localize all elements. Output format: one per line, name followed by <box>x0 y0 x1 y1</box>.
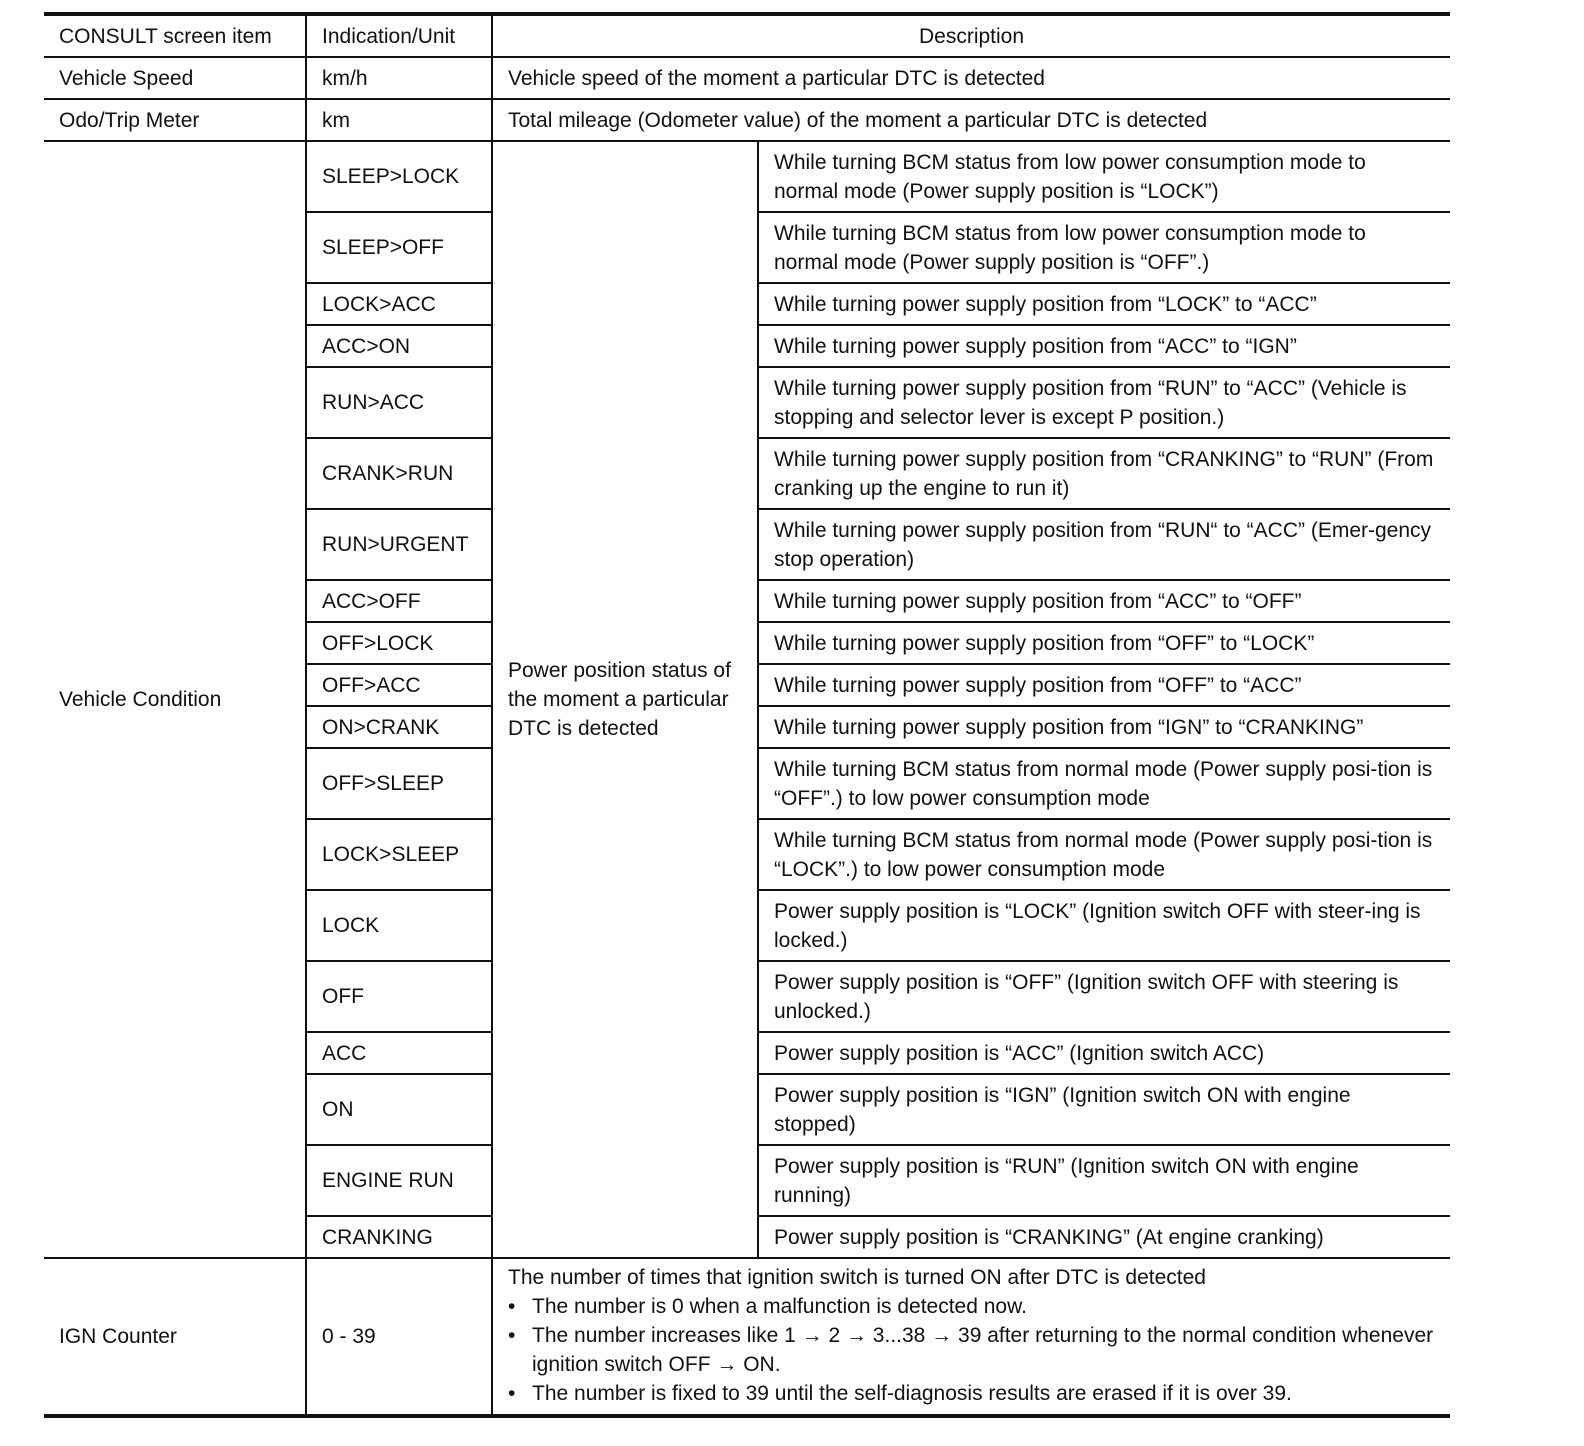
unit-cell: 0 - 39 <box>306 1258 492 1416</box>
code-cell: OFF>SLEEP <box>306 748 492 819</box>
table-row-ign-counter <box>44 1258 1450 1416</box>
dtc-info-table <box>44 12 1450 1418</box>
description-cell: While turning BCM status from low power consumption mode to normal mode (Power supply position is “LOCK”) <box>758 141 1450 212</box>
description-cell: While turning power supply position from “IGN” to “CRANKING” <box>758 706 1450 748</box>
vehicle-condition-item-cell: Vehicle Condition <box>44 141 306 1258</box>
description-cell: Total mileage (Odometer value) of the moment a particular DTC is detected <box>492 99 1450 141</box>
code-cell: CRANK>RUN <box>306 438 492 509</box>
code-cell: ENGINE RUN <box>306 1145 492 1216</box>
list-item: • The number increases like 1 → 2 → 3...38 → 39 after returning to the normal condition whenever ignition switch OFF → ON. <box>508 1321 1435 1379</box>
list-item: • The number is fixed to 39 until the self-diagnosis results are erased if it is over 39. <box>508 1379 1435 1408</box>
unit-cell: km <box>306 99 492 141</box>
code-cell: CRANKING <box>306 1216 492 1258</box>
ign-counter-description-cell <box>492 1258 1450 1416</box>
description-cell: While turning power supply position from “OFF” to “ACC” <box>758 664 1450 706</box>
code-cell: SLEEP>OFF <box>306 212 492 283</box>
header-indication-unit: Indication/Unit <box>306 14 492 57</box>
ign-counter-intro: The number of times that ignition switch is turned ON after DTC is detected <box>508 1266 1206 1289</box>
description-cell: Power supply position is “OFF” (Ignition switch OFF with steering is unlocked.) <box>758 961 1450 1032</box>
description-cell: While turning BCM status from low power consumption mode to normal mode (Power supply position is “OFF”.) <box>758 212 1450 283</box>
power-position-status-cell: Power position status of the moment a particular DTC is detected <box>492 141 758 1258</box>
code-cell: ACC>ON <box>306 325 492 367</box>
table-row-odo-trip-meter <box>44 99 1450 141</box>
table-row-vehicle-speed <box>44 57 1450 99</box>
ign-counter-bullet-list <box>508 1292 1435 1408</box>
code-cell: OFF>LOCK <box>306 622 492 664</box>
code-cell: RUN>ACC <box>306 367 492 438</box>
code-cell: LOCK>SLEEP <box>306 819 492 890</box>
description-cell: Vehicle speed of the moment a particular DTC is detected <box>492 57 1450 99</box>
code-cell: ON>CRANK <box>306 706 492 748</box>
code-cell: LOCK <box>306 890 492 961</box>
description-cell: Power supply position is “IGN” (Ignition switch ON with engine stopped) <box>758 1074 1450 1145</box>
unit-cell: km/h <box>306 57 492 99</box>
code-cell: LOCK>ACC <box>306 283 492 325</box>
description-cell: While turning power supply position from “CRANKING” to “RUN” (From cranking up the engine to run it) <box>758 438 1450 509</box>
description-cell: Power supply position is “RUN” (Ignition switch ON with engine running) <box>758 1145 1450 1216</box>
item-cell: IGN Counter <box>44 1258 306 1416</box>
description-cell: Power supply position is “LOCK” (Ignition switch OFF with steer-ing is locked.) <box>758 890 1450 961</box>
list-item: • The number is 0 when a malfunction is detected now. <box>508 1292 1435 1321</box>
code-cell: ACC <box>306 1032 492 1074</box>
description-cell: While turning power supply position from “ACC” to “OFF” <box>758 580 1450 622</box>
code-cell: RUN>URGENT <box>306 509 492 580</box>
item-cell: Vehicle Speed <box>44 57 306 99</box>
description-cell: While turning BCM status from normal mode (Power supply posi-tion is “OFF”.) to low power consumption mode <box>758 748 1450 819</box>
header-row <box>44 14 1450 57</box>
description-cell: Power supply position is “CRANKING” (At engine cranking) <box>758 1216 1450 1258</box>
header-description: Description <box>492 14 1450 57</box>
code-cell: OFF <box>306 961 492 1032</box>
table-row <box>44 141 1450 212</box>
code-cell: SLEEP>LOCK <box>306 141 492 212</box>
code-cell: ACC>OFF <box>306 580 492 622</box>
code-cell: OFF>ACC <box>306 664 492 706</box>
description-cell: While turning power supply position from “OFF” to “LOCK” <box>758 622 1450 664</box>
description-cell: Power supply position is “ACC” (Ignition switch ACC) <box>758 1032 1450 1074</box>
header-consult-item: CONSULT screen item <box>44 14 306 57</box>
description-cell: While turning power supply position from “ACC” to “IGN” <box>758 325 1450 367</box>
description-cell: While turning power supply position from “LOCK” to “ACC” <box>758 283 1450 325</box>
code-cell: ON <box>306 1074 492 1145</box>
description-cell: While turning power supply position from “RUN” to “ACC” (Vehicle is stopping and selector lever is except P position.) <box>758 367 1450 438</box>
description-cell: While turning power supply position from “RUN“ to “ACC” (Emer-gency stop operation) <box>758 509 1450 580</box>
description-cell: While turning BCM status from normal mode (Power supply posi-tion is “LOCK”.) to low power consumption mode <box>758 819 1450 890</box>
item-cell: Odo/Trip Meter <box>44 99 306 141</box>
